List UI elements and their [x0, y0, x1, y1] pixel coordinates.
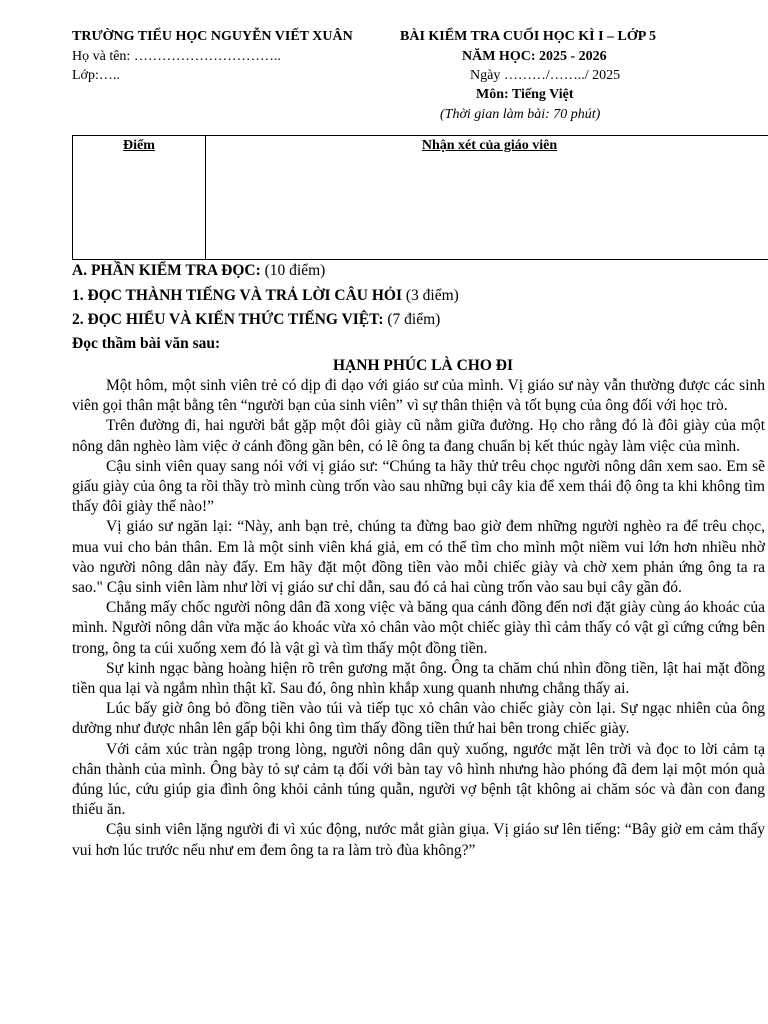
exam-title: BÀI KIỂM TRA CUỐI HỌC KÌ I – LỚP 5 [400, 29, 657, 44]
story-title: HẠNH PHÚC LÀ CHO ĐI [333, 357, 513, 374]
story-paragraph: Với cảm xúc tràn ngập trong lòng, người nông dân quỳ xuống, ngước mặt lên trời và đọc to lời cảm tạ chân thành của mình. Ông bày tỏ sự cảm tạ đối với bàn tay vô hình nhưng hào phóng đã đem lại một món quà đúng lúc, cứu giúp gia đình ông khỏi cảnh túng quẫn, người vợ bệnh tật không ai chăm sóc và đàn con đang thiếu ăn. [72, 740, 765, 819]
story-paragraph: Cậu sinh viên quay sang nói với vị giáo sư: “Chúng ta hãy thử trêu chọc người nông dân xem sao. Em sẽ giấu giày của ông ta rồi thầy trò mình cùng trốn vào sau những bụi cây kia để xem thái độ ông ta khi không tìm thấy đôi giày thế nào!” [72, 457, 765, 516]
comment-column [206, 136, 768, 259]
school-year: NĂM HỌC: 2025 - 2026 [462, 49, 607, 64]
section-2 [72, 308, 440, 332]
story-paragraph: Cậu sinh viên lặng người đi vì xúc động, nước mắt giàn giụa. Vị giáo sư lên tiếng: “Bây giờ em cảm thấy vui hơn lúc trước nếu như em đem ông ta ra làm trò đùa không?” [72, 821, 765, 859]
story-paragraph: Trên đường đi, hai người bắt gặp một đôi giày cũ nằm giữa đường. Họ cho rằng đó là đôi giày của một nông dân nghèo làm việc ở cánh đồng gần bên, có lẽ ông ta đang chuẩn bị kết thúc ngày làm việc của mình. [72, 417, 765, 455]
subject: Môn: Tiếng Việt [476, 87, 574, 102]
section-2-points: (7 điểm) [383, 311, 441, 328]
duration: (Thời gian làm bài: 70 phút) [440, 107, 601, 122]
student-name-field: Họ và tên: ………………………….. [72, 49, 281, 64]
story-body [72, 376, 765, 861]
school-name: TRƯỜNG TIỂU HỌC NGUYỄN VIẾT XUÂN [72, 29, 353, 44]
date-field: Ngày ………/……../ 2025 [470, 68, 621, 83]
class-field: Lớp:….. [72, 68, 120, 83]
score-header: Điểm [123, 138, 155, 153]
reading-instruction: Đọc thầm bài văn sau: [72, 335, 221, 352]
score-table [72, 135, 768, 260]
story-paragraph: Một hôm, một sinh viên trẻ có dịp đi dạo với giáo sư của mình. Vị giáo sư này vẫn thường được các sinh viên gọi thân mật bằng tên “người bạn của sinh viên” vì sự thân thiện và tốt bụng của ông đối với học trò. [72, 377, 765, 415]
score-column [73, 136, 206, 259]
story-paragraph: Lúc bấy giờ ông bỏ đồng tiền vào túi và tiếp tục xỏ chân vào chiếc giày còn lại. Sự ngạc nhiên của ông dường như được nhân lên gấp bội khi ông tìm thấy đồng tiền thứ hai bên trong chiếc giày. [72, 700, 765, 738]
section-1-title: 1. ĐỌC THÀNH TIẾNG VÀ TRẢ LỜI CÂU HỎI [72, 287, 403, 304]
section-a-points: (10 điểm) [260, 262, 326, 279]
comment-header: Nhận xét của giáo viên [421, 138, 558, 153]
section-1 [72, 284, 459, 308]
story-paragraph: Vị giáo sư ngăn lại: “Này, anh bạn trẻ, chúng ta đừng bao giờ đem những người nghèo ra để trêu chọc, mua vui cho bản thân. Em là một sinh viên khá giả, em có thể tìm cho mình một niềm vui lớn hơn nhiều nhờ vào người nông dân này đấy. Em hãy đặt một đồng tiền vào mỗi chiếc giày và chờ xem phản ứng ông ta ra sao." Cậu sinh viên làm như lời vị giáo sư chỉ dẫn, sau đó cả hai cùng trốn vào sau bụi cây gần đó. [72, 518, 765, 597]
story-paragraph: Chẳng mấy chốc người nông dân đã xong việc và băng qua cánh đồng đến nơi đặt giày cùng áo khoác của mình. Người nông dân vừa mặc áo khoác vừa xỏ chân vào một chiếc giày thì cảm thấy có vật gì cứng cứng bên trong, ông ta cúi xuống xem đó là vật gì và tìm thấy một đồng tiền. [72, 599, 765, 657]
story-paragraph: Sự kinh ngạc bàng hoàng hiện rõ trên gương mặt ông. Ông ta chăm chú nhìn đồng tiền, lật hai mặt đồng tiền qua lại và ngắm nhìn thật kĩ. Sau đó, ông nhìn khắp xung quanh nhưng chẳng thấy ai. [72, 659, 765, 698]
section-a [72, 259, 325, 283]
section-1-points: (3 điểm) [402, 287, 459, 304]
section-2-title: 2. ĐỌC HIỂU VÀ KIẾN THỨC TIẾNG VIỆT: [72, 311, 384, 328]
section-a-title: A. PHẦN KIỂM TRA ĐỌC: [72, 262, 261, 279]
